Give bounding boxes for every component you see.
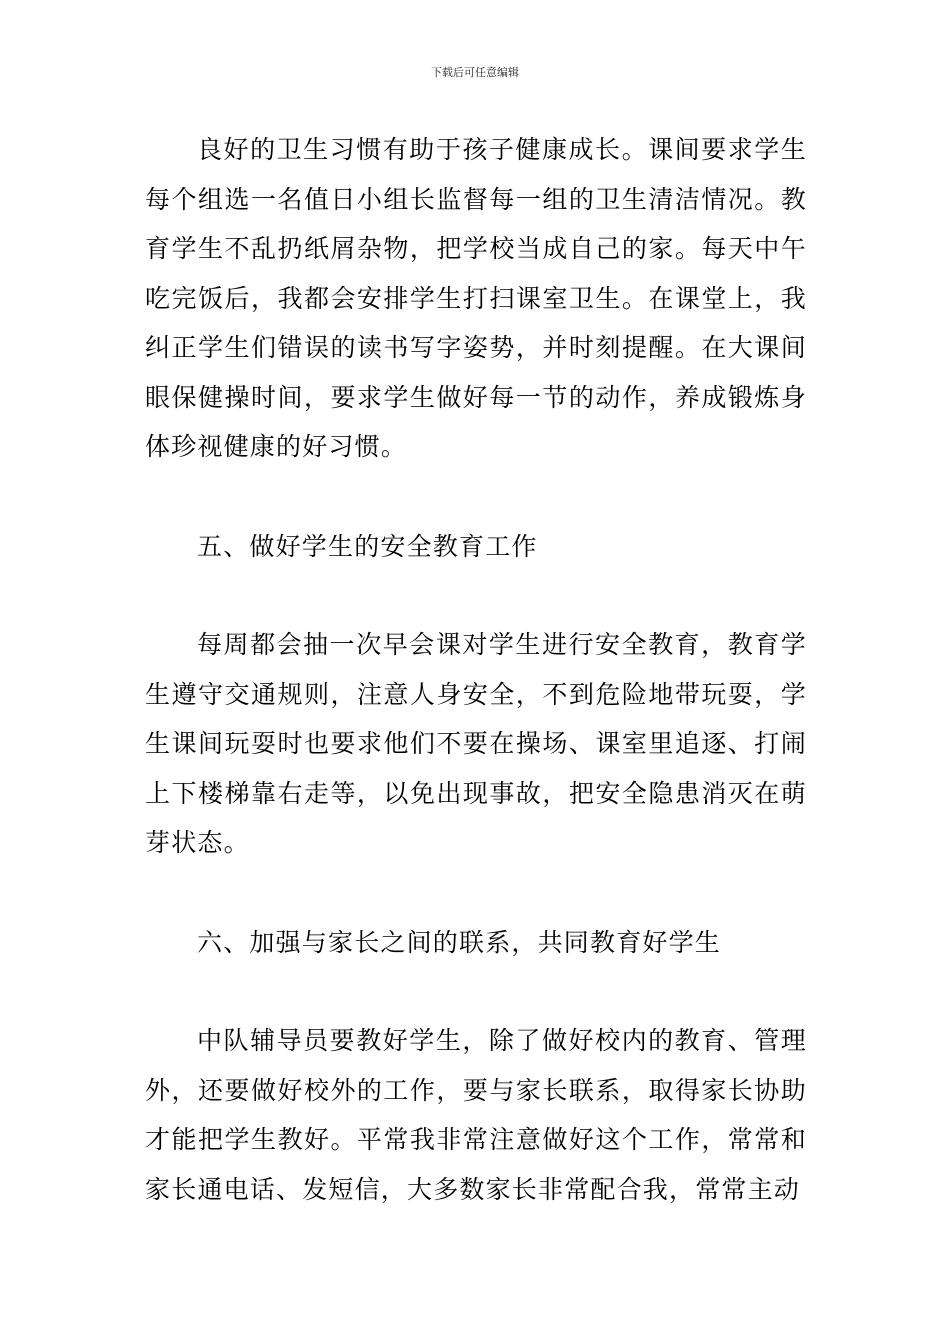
section-heading-safety: 五、做好学生的安全教育工作	[197, 531, 538, 561]
document-body	[145, 125, 807, 1214]
header-note: 下载后可任意编辑	[431, 66, 519, 79]
section-heading-parents: 六、加强与家长之间的联系，共同教育好学生	[197, 927, 722, 957]
paragraph-hygiene: 良好的卫生习惯有助于孩子健康成长。课间要求学生每个组选一名值日小组长监督每一组的卫生清洁情况。教育学生不乱扔纸屑杂物，把学校当成自己的家。每天中午吃完饭后，我都会安排学生打扫课室卫生。在课堂上，我纠正学生们错误的读书写字姿势，并时刻提醒。在大课间眼保健操时间，要求学生做好每一节的动作，养成锻炼身体珍视健康的好习惯。	[145, 135, 807, 461]
paragraph-safety: 每周都会抽一次早会课对学生进行安全教育，教育学生遵守交通规则，注意人身安全，不到危险地带玩耍，学生课间玩耍时也要求他们不要在操场、课室里追逐、打闹上下楼梯靠右走等，以免出现事故，把安全隐患消灭在萌芽状态。	[145, 630, 807, 857]
paragraph-parents: 中队辅导员要教好学生，除了做好校内的教育、管理外，还要做好校外的工作，要与家长联系，取得家长协助才能把学生教好。平常我非常注意做好这个工作，常常和家长通电话、发短信，大多数家长非常配合我，常常主动	[145, 1026, 807, 1204]
